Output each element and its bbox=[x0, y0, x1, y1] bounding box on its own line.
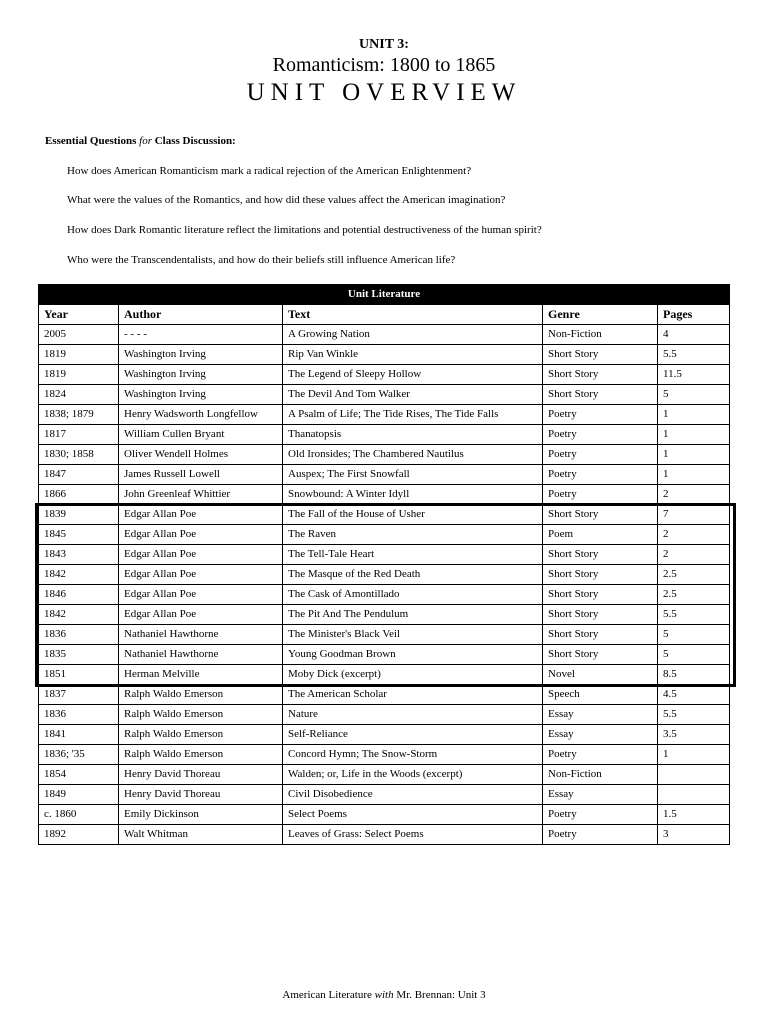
cell-genre: Essay bbox=[543, 725, 658, 745]
cell-text: Young Goodman Brown bbox=[283, 645, 543, 665]
table-row bbox=[39, 665, 730, 685]
cell-pages: 11.5 bbox=[658, 365, 730, 385]
table-row bbox=[39, 825, 730, 845]
cell-pages: 1.5 bbox=[658, 805, 730, 825]
cell-year: 1841 bbox=[39, 725, 119, 745]
cell-pages: 1 bbox=[658, 445, 730, 465]
cell-year: c. 1860 bbox=[39, 805, 119, 825]
cell-genre: Short Story bbox=[543, 545, 658, 565]
cell-genre: Short Story bbox=[543, 505, 658, 525]
cell-pages: 1 bbox=[658, 405, 730, 425]
cell-text: The Tell-Tale Heart bbox=[283, 545, 543, 565]
cell-author: Herman Melville bbox=[119, 665, 283, 685]
footer-with: with bbox=[374, 989, 394, 1001]
cell-text: Self-Reliance bbox=[283, 725, 543, 745]
cell-year: 1837 bbox=[39, 685, 119, 705]
page-title: UNIT OVERVIEW bbox=[246, 79, 522, 106]
cell-year: 1846 bbox=[39, 585, 119, 605]
cell-genre: Poem bbox=[543, 525, 658, 545]
cell-text: The Legend of Sleepy Hollow bbox=[283, 365, 543, 385]
cell-pages: 2.5 bbox=[658, 565, 730, 585]
cell-year: 1866 bbox=[39, 485, 119, 505]
cell-pages: 5.5 bbox=[658, 705, 730, 725]
cell-author: Oliver Wendell Holmes bbox=[119, 445, 283, 465]
cell-genre: Poetry bbox=[543, 445, 658, 465]
cell-pages: 5 bbox=[658, 625, 730, 645]
essential-question-1: How does American Romanticism mark a radical rejection of the American Enlightenment? bbox=[67, 165, 472, 177]
cell-pages: 2 bbox=[658, 525, 730, 545]
cell-author: Edgar Allan Poe bbox=[119, 505, 283, 525]
cell-year: 1843 bbox=[39, 545, 119, 565]
cell-genre: Speech bbox=[543, 685, 658, 705]
cell-text: Rip Van Winkle bbox=[283, 345, 543, 365]
cell-author: Edgar Allan Poe bbox=[119, 585, 283, 605]
cell-pages: 2 bbox=[658, 485, 730, 505]
cell-pages: 3 bbox=[658, 825, 730, 845]
cell-pages: 2 bbox=[658, 545, 730, 565]
cell-author: Walt Whitman bbox=[119, 825, 283, 845]
table-banner-row bbox=[39, 285, 730, 305]
cell-author: John Greenleaf Whittier bbox=[119, 485, 283, 505]
cell-author: Emily Dickinson bbox=[119, 805, 283, 825]
table-row bbox=[39, 485, 730, 505]
cell-pages: 4.5 bbox=[658, 685, 730, 705]
table-row bbox=[39, 565, 730, 585]
cell-pages: 1 bbox=[658, 745, 730, 765]
cell-text: The Masque of the Red Death bbox=[283, 565, 543, 585]
table-row bbox=[39, 785, 730, 805]
page-footer bbox=[0, 989, 768, 1001]
cell-text: The Cask of Amontillado bbox=[283, 585, 543, 605]
cell-author: Washington Irving bbox=[119, 345, 283, 365]
table-row bbox=[39, 765, 730, 785]
table-row bbox=[39, 365, 730, 385]
cell-text: Auspex; The First Snowfall bbox=[283, 465, 543, 485]
cell-text: A Growing Nation bbox=[283, 325, 543, 345]
table-row bbox=[39, 345, 730, 365]
cell-author: Washington Irving bbox=[119, 385, 283, 405]
table-row bbox=[39, 465, 730, 485]
cell-year: 1892 bbox=[39, 825, 119, 845]
cell-genre: Short Story bbox=[543, 625, 658, 645]
cell-author: - - - - bbox=[119, 325, 283, 345]
table-header-row bbox=[39, 305, 730, 325]
cell-author: Nathaniel Hawthorne bbox=[119, 625, 283, 645]
cell-pages: 8.5 bbox=[658, 665, 730, 685]
page-header bbox=[0, 36, 768, 108]
table-row bbox=[39, 645, 730, 665]
heading-part-for: for bbox=[139, 135, 152, 147]
cell-year: 1854 bbox=[39, 765, 119, 785]
cell-pages: 3.5 bbox=[658, 725, 730, 745]
cell-year: 1836 bbox=[39, 625, 119, 645]
cell-text: Thanatopsis bbox=[283, 425, 543, 445]
column-header-author: Author bbox=[119, 305, 283, 325]
cell-text: The Minister's Black Veil bbox=[283, 625, 543, 645]
table-row bbox=[39, 705, 730, 725]
cell-genre: Poetry bbox=[543, 465, 658, 485]
cell-pages bbox=[658, 785, 730, 805]
cell-author: Ralph Waldo Emerson bbox=[119, 705, 283, 725]
essential-question-3: How does Dark Romantic literature reflect the limitations and potential destructiveness of the human spirit? bbox=[67, 224, 542, 236]
cell-year: 2005 bbox=[39, 325, 119, 345]
cell-text: Select Poems bbox=[283, 805, 543, 825]
cell-text: A Psalm of Life; The Tide Rises, The Tide Falls bbox=[283, 405, 543, 425]
table-row bbox=[39, 605, 730, 625]
cell-author: Henry David Thoreau bbox=[119, 765, 283, 785]
cell-text: The Devil And Tom Walker bbox=[283, 385, 543, 405]
cell-genre: Short Story bbox=[543, 605, 658, 625]
cell-pages: 1 bbox=[658, 425, 730, 445]
table-row bbox=[39, 585, 730, 605]
cell-genre: Short Story bbox=[543, 585, 658, 605]
cell-pages bbox=[658, 765, 730, 785]
table-row bbox=[39, 445, 730, 465]
footer-part-1: American Literature bbox=[282, 989, 372, 1001]
cell-year: 1838; 1879 bbox=[39, 405, 119, 425]
table-banner: Unit Literature bbox=[39, 285, 730, 305]
cell-year: 1819 bbox=[39, 345, 119, 365]
cell-genre: Short Story bbox=[543, 345, 658, 365]
cell-year: 1849 bbox=[39, 785, 119, 805]
cell-text: Snowbound: A Winter Idyll bbox=[283, 485, 543, 505]
table-row bbox=[39, 745, 730, 765]
cell-pages: 5 bbox=[658, 645, 730, 665]
cell-pages: 1 bbox=[658, 465, 730, 485]
cell-author: Henry David Thoreau bbox=[119, 785, 283, 805]
cell-year: 1842 bbox=[39, 605, 119, 625]
cell-year: 1835 bbox=[39, 645, 119, 665]
essential-question-4: Who were the Transcendentalists, and how do their beliefs still influence American life? bbox=[67, 254, 456, 266]
cell-pages: 7 bbox=[658, 505, 730, 525]
cell-text: Civil Disobedience bbox=[283, 785, 543, 805]
cell-year: 1830; 1858 bbox=[39, 445, 119, 465]
unit-subtitle: Romanticism: 1800 to 1865 bbox=[272, 54, 496, 76]
cell-author: Nathaniel Hawthorne bbox=[119, 645, 283, 665]
cell-author: Ralph Waldo Emerson bbox=[119, 745, 283, 765]
cell-author: Edgar Allan Poe bbox=[119, 605, 283, 625]
cell-text: Old Ironsides; The Chambered Nautilus bbox=[283, 445, 543, 465]
essential-questions-heading bbox=[45, 135, 236, 147]
cell-genre: Novel bbox=[543, 665, 658, 685]
cell-genre: Short Story bbox=[543, 365, 658, 385]
cell-pages: 5 bbox=[658, 385, 730, 405]
table-row bbox=[39, 725, 730, 745]
cell-year: 1842 bbox=[39, 565, 119, 585]
column-header-text: Text bbox=[283, 305, 543, 325]
table-row bbox=[39, 405, 730, 425]
cell-genre: Poetry bbox=[543, 425, 658, 445]
cell-author: Washington Irving bbox=[119, 365, 283, 385]
footer-part-2: Mr. Brennan: Unit 3 bbox=[396, 989, 486, 1001]
cell-year: 1824 bbox=[39, 385, 119, 405]
cell-year: 1819 bbox=[39, 365, 119, 385]
cell-author: Henry Wadsworth Longfellow bbox=[119, 405, 283, 425]
table-row bbox=[39, 325, 730, 345]
cell-genre: Poetry bbox=[543, 485, 658, 505]
column-header-pages: Pages bbox=[658, 305, 730, 325]
table-row bbox=[39, 545, 730, 565]
cell-genre: Poetry bbox=[543, 805, 658, 825]
cell-genre: Essay bbox=[543, 705, 658, 725]
cell-text: The Fall of the House of Usher bbox=[283, 505, 543, 525]
unit-literature-table bbox=[38, 284, 730, 845]
cell-genre: Poetry bbox=[543, 825, 658, 845]
table-row bbox=[39, 385, 730, 405]
cell-text: Nature bbox=[283, 705, 543, 725]
cell-genre: Non-Fiction bbox=[543, 765, 658, 785]
cell-genre: Poetry bbox=[543, 745, 658, 765]
cell-pages: 5.5 bbox=[658, 345, 730, 365]
cell-author: Edgar Allan Poe bbox=[119, 565, 283, 585]
cell-author: Edgar Allan Poe bbox=[119, 545, 283, 565]
cell-text: The Raven bbox=[283, 525, 543, 545]
cell-genre: Short Story bbox=[543, 385, 658, 405]
essential-question-2: What were the values of the Romantics, and how did these values affect the American imagination? bbox=[67, 194, 506, 206]
unit-label: UNIT 3: bbox=[359, 37, 409, 52]
cell-genre: Essay bbox=[543, 785, 658, 805]
cell-author: Edgar Allan Poe bbox=[119, 525, 283, 545]
cell-year: 1845 bbox=[39, 525, 119, 545]
column-header-genre: Genre bbox=[543, 305, 658, 325]
cell-author: William Cullen Bryant bbox=[119, 425, 283, 445]
heading-part-1: Essential Questions bbox=[45, 135, 137, 147]
cell-text: The American Scholar bbox=[283, 685, 543, 705]
cell-genre: Poetry bbox=[543, 405, 658, 425]
heading-part-2: Class Discussion: bbox=[154, 135, 236, 147]
table-row bbox=[39, 625, 730, 645]
column-header-year: Year bbox=[39, 305, 119, 325]
table-row bbox=[39, 425, 730, 445]
table-row bbox=[39, 525, 730, 545]
cell-genre: Short Story bbox=[543, 645, 658, 665]
cell-year: 1839 bbox=[39, 505, 119, 525]
cell-author: James Russell Lowell bbox=[119, 465, 283, 485]
table-row bbox=[39, 805, 730, 825]
cell-pages: 4 bbox=[658, 325, 730, 345]
cell-text: The Pit And The Pendulum bbox=[283, 605, 543, 625]
cell-year: 1836 bbox=[39, 705, 119, 725]
cell-text: Moby Dick (excerpt) bbox=[283, 665, 543, 685]
cell-text: Leaves of Grass: Select Poems bbox=[283, 825, 543, 845]
cell-genre: Non-Fiction bbox=[543, 325, 658, 345]
cell-year: 1851 bbox=[39, 665, 119, 685]
cell-author: Ralph Waldo Emerson bbox=[119, 685, 283, 705]
cell-pages: 2.5 bbox=[658, 585, 730, 605]
cell-text: Concord Hymn; The Snow-Storm bbox=[283, 745, 543, 765]
table-row bbox=[39, 505, 730, 525]
cell-author: Ralph Waldo Emerson bbox=[119, 725, 283, 745]
cell-year: 1847 bbox=[39, 465, 119, 485]
cell-year: 1817 bbox=[39, 425, 119, 445]
cell-year: 1836; '35 bbox=[39, 745, 119, 765]
cell-pages: 5.5 bbox=[658, 605, 730, 625]
cell-genre: Short Story bbox=[543, 565, 658, 585]
cell-text: Walden; or, Life in the Woods (excerpt) bbox=[283, 765, 543, 785]
table-body bbox=[39, 325, 730, 845]
table-row bbox=[39, 685, 730, 705]
